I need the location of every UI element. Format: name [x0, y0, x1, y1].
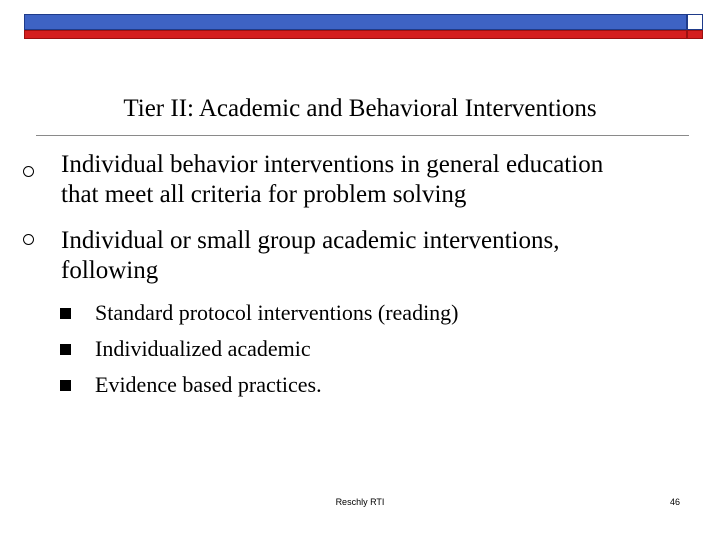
hollow-circle-bullet-icon [23, 234, 34, 245]
top-blue-bar [24, 14, 687, 30]
bullet-line: Individual or small group academic interventions, [61, 227, 560, 254]
sub-bullet-item: Standard protocol interventions (reading) [95, 300, 459, 325]
sub-bullet-item: Individualized academic [95, 336, 311, 361]
bullet-item [61, 150, 681, 210]
top-corner-box-blue [687, 14, 703, 30]
sub-bullet-item: Evidence based practices. [95, 372, 322, 397]
bullet-line: Individual behavior interventions in general education [61, 151, 604, 178]
bullet-line: following [61, 257, 159, 284]
bullet-item [61, 226, 681, 286]
square-bullet-icon [60, 380, 71, 391]
title-divider [36, 135, 689, 136]
square-bullet-icon [60, 344, 71, 355]
top-corner-box-red [687, 30, 703, 39]
square-bullet-icon [60, 308, 71, 319]
top-red-bar [24, 30, 687, 39]
bullet-line: that meet all criteria for problem solving [61, 181, 467, 208]
slide-title: Tier II: Academic and Behavioral Interventions [123, 95, 597, 122]
footer-label: Reschly RTI [335, 497, 385, 507]
page-number: 46 [669, 497, 680, 507]
hollow-circle-bullet-icon [23, 166, 34, 177]
